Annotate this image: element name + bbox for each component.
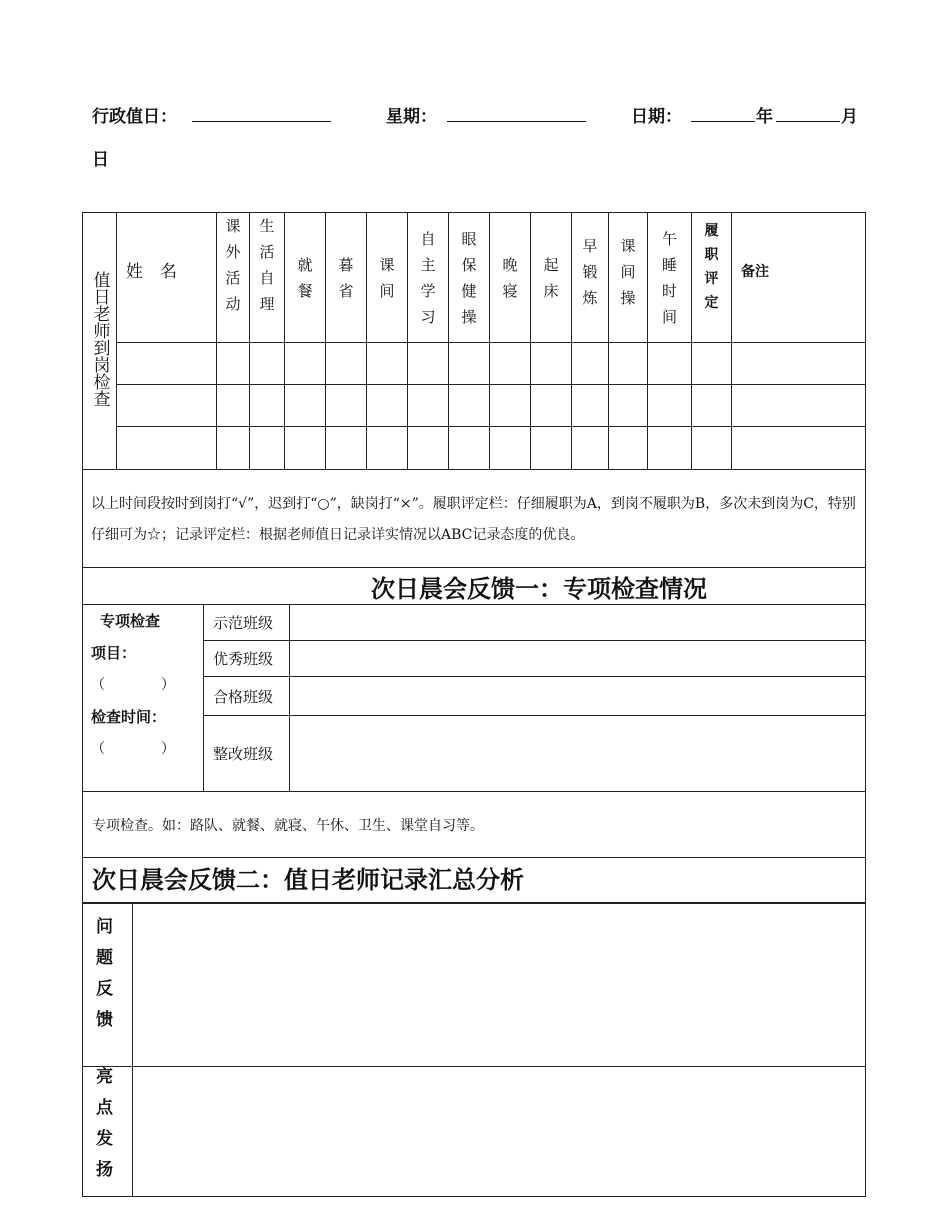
day-label: 日 (92, 150, 109, 170)
inspection-note: 专项检查。如：路队、就餐、就寝、午休、卫生、课堂自习等。 (83, 792, 866, 858)
month-blank[interactable] (776, 121, 840, 122)
col-night-sleep: 晚 寝 (490, 213, 531, 343)
duty-blank[interactable] (192, 121, 331, 122)
col-wake-up: 起 床 (531, 213, 572, 343)
duty-label: 行政值日： (92, 107, 177, 127)
problem-feedback-label: 问题反馈 (92, 917, 112, 1041)
year-blank[interactable] (691, 121, 755, 122)
level-excellent-input[interactable] (290, 641, 866, 677)
special-inspection-table (82, 567, 866, 904)
col-eye-exercise: 眼 保 健 操 (449, 213, 490, 343)
col-nap-time: 午 睡 时 间 (648, 213, 692, 343)
highlight-input[interactable] (133, 1067, 866, 1197)
inspection-item-label-2: 项目： (91, 644, 137, 662)
level-rectify-input[interactable] (290, 716, 866, 792)
inspection-item-label: 专项检查 (100, 612, 161, 630)
level-rectify-label: 整改班级 (204, 716, 290, 792)
inspection-item-cell (83, 605, 204, 792)
section2-title: 次日晨会反馈一：专项检查情况 (83, 568, 866, 605)
col-extracurricular: 课 外 活 动 (217, 213, 250, 343)
weekday-label: 星期： (386, 107, 437, 127)
col-evening-reflection: 暮 省 (326, 213, 367, 343)
duty-check-table (82, 212, 866, 568)
table-row (83, 343, 866, 385)
section3-title: 次日晨会反馈二：值日老师记录汇总分析 (83, 858, 866, 904)
duty-side-label-cell (83, 213, 117, 470)
col-duty-rating: 履 职 评 定 (692, 213, 732, 343)
year-label: 年 (756, 107, 773, 127)
duty-side-label: 值日老师到岗检查 (89, 271, 110, 407)
inspection-time-paren[interactable]: （ ） (91, 741, 175, 757)
level-qualified-label: 合格班级 (204, 677, 290, 716)
col-morning-exercise: 早 锻 炼 (572, 213, 609, 343)
col-self-study: 自 主 学 习 (408, 213, 449, 343)
attendance-note: 以上时间段按时到岗打“√”，迟到打“○”，缺岗打“×”。履职评定栏：仔细履职为A，到岗不履职为B，多次未到岗为C，特别仔细可为☆；记录评定栏：根据老师值日记录详实情况以ABC记录态度的优良。 (83, 470, 866, 568)
table-row (83, 385, 866, 427)
highlight-label-cell (83, 1067, 133, 1197)
level-qualified-input[interactable] (290, 677, 866, 716)
month-label: 月 (841, 107, 858, 127)
level-demo-label: 示范班级 (204, 605, 290, 641)
col-self-care: 生 活 自 理 (250, 213, 285, 343)
inspection-item-paren[interactable]: （ ） (91, 677, 175, 693)
level-demo-input[interactable] (290, 605, 866, 641)
highlight-label: 亮点发扬 (92, 1067, 112, 1191)
problem-feedback-input[interactable] (133, 903, 866, 1067)
remark-header: 备注 (732, 213, 866, 343)
col-recess-exercise: 课 间 操 (609, 213, 648, 343)
col-recess: 课 间 (367, 213, 408, 343)
date-label: 日期： (631, 107, 682, 127)
name-header: 姓 名 (117, 213, 217, 343)
summary-analysis-table (82, 902, 866, 1197)
inspection-time-label: 检查时间： (91, 708, 167, 726)
problem-feedback-label-cell (83, 903, 133, 1067)
col-dining: 就 餐 (285, 213, 326, 343)
weekday-blank[interactable] (447, 121, 586, 122)
level-excellent-label: 优秀班级 (204, 641, 290, 677)
table-row (83, 427, 866, 470)
